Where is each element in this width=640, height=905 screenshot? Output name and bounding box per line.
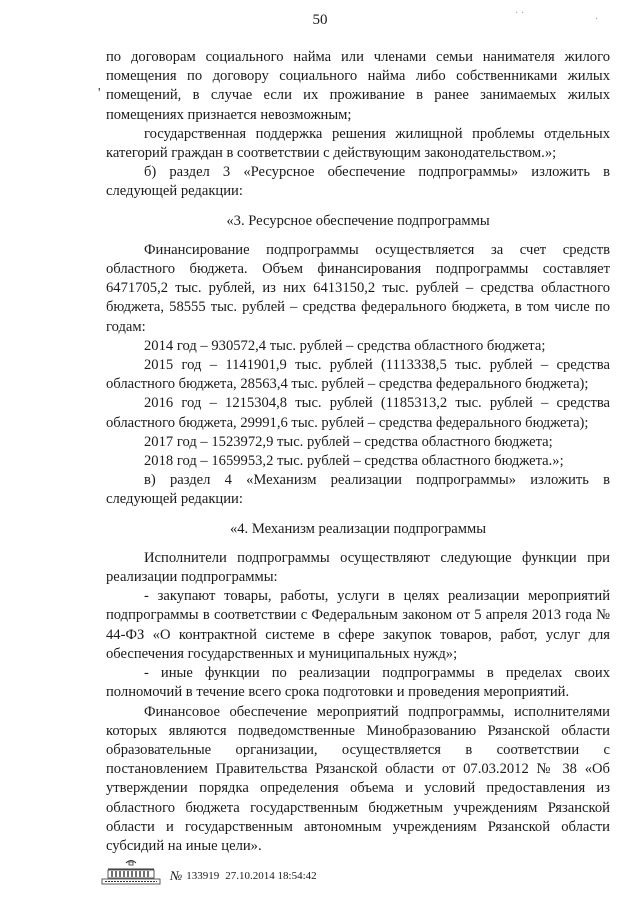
paragraph: 2014 год – 930572,4 тыс. рублей – средства областного бюджета; <box>144 337 546 354</box>
paragraph: - иные функции по реализации подпрограммы в пределах своих полномочий в течение всего срока подготовки и проведения мероприятий. <box>106 665 610 701</box>
paragraph: в) раздел 4 «Механизм реализации подпрограммы» изложить в следующей редакции: <box>106 472 610 508</box>
scan-speck: · · <box>515 8 525 19</box>
number-sign: № <box>170 868 183 883</box>
document-number: 133919 <box>186 870 220 882</box>
paragraph: 2015 год – 1141901,9 тыс. рублей (1113338,5 тыс. рублей – средства областного бюджета, 28563,4 тыс. рублей – средства федерального бюджета); <box>106 357 610 393</box>
paragraph: б) раздел 3 «Ресурсное обеспечение подпрограммы» изложить в следующей редакции: <box>106 164 610 200</box>
paragraph: Финансовое обеспечение мероприятий подпрограммы, исполнителями которых являются подведомственные Минобразованию Рязанской области образовательные организации, осуществляется в соответствии с постановлением Правительства Рязанской области от 07.03.2012 № 38 «Об утверждении порядка определения объема и условий предоставления из областного бюджета государственным бюджетным учреждениям Рязанской области и государственным автономным учреждениям Рязанской области субсидий на иные цели». <box>106 703 610 854</box>
paragraph: государственная поддержка решения жилищной проблемы отдельных категорий граждан в соответствии с действующим законодательством.»; <box>106 125 610 162</box>
margin-mark: ' <box>98 86 101 101</box>
paragraph: по договорам социального найма или членами семьи нанимателя жилого помещения по договору социального найма либо собственниками жилых помещений, в случае если их проживание в ранее занимаемых жилых помещениях признается невозможным; <box>106 49 610 123</box>
page-number: 50 <box>312 12 328 28</box>
paragraph: 2016 год – 1215304,8 тыс. рублей (1185313,2 тыс. рублей – средства областного бюджета, 29991,6 тыс. рублей – средства федерального бюджета); <box>106 395 610 431</box>
paragraph: 2017 год – 1523972,9 тыс. рублей – средства областного бюджета; <box>144 433 553 450</box>
document-footer <box>100 858 317 886</box>
paragraph: - закупают товары, работы, услуги в целях реализации мероприятий подпрограммы в соответствии с Федеральным законом от 5 апреля 2013 года № 44-ФЗ «О контрактной системе в сфере закупок товаров, работ, услуг для обеспечения государственных и муниципальных нужд»; <box>106 588 610 662</box>
section-heading: «3. Ресурсное обеспечение подпрограммы <box>226 212 490 229</box>
section-heading: «4. Механизм реализации подпрограммы <box>229 520 487 537</box>
scan-speck: · <box>595 14 599 25</box>
document-datetime: 27.10.2014 18:54:42 <box>225 870 317 882</box>
paragraph: Финансирование подпрограммы осуществляется за счет средств областного бюджета. Объем финансирования подпрограммы составляет 6471705,2 тыс. рублей, из них 6413150,2 тыс. рублей – средства областного бюджета, 58555 тыс. рублей – средства федерального бюджета, в том числе по годам: <box>106 241 610 335</box>
paragraph: 2018 год – 1659953,2 тыс. рублей – средства областного бюджета.»; <box>144 453 564 470</box>
registry-seal-icon <box>100 858 162 886</box>
paragraph: Исполнители подпрограммы осуществляют следующие функции при реализации подпрограммы: <box>106 549 610 586</box>
document-body <box>106 48 610 856</box>
